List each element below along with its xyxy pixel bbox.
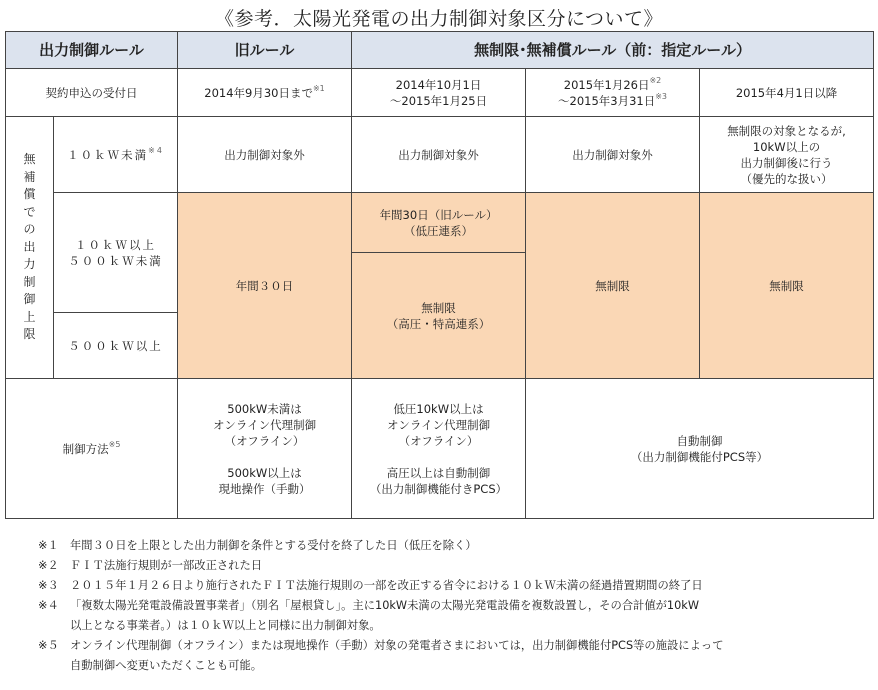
dates-col2: 2014年10月1日 ～2015年1月25日 bbox=[352, 69, 526, 117]
header-old-rule: 旧ルール bbox=[178, 32, 352, 69]
upper-limit-vertical-label: 無 補 償 で の 出 力 制 御 上 限 bbox=[6, 117, 54, 379]
row-label-500kw-over: ５００ｋＷ以上 bbox=[54, 313, 178, 379]
footnotes bbox=[38, 536, 724, 676]
control-auto: 自動制御 （出力制御機能付PCS等） bbox=[526, 379, 874, 519]
control-method-label: 制御方法$^{※5}$ bbox=[6, 379, 178, 519]
col4-unlimited: 無制限 bbox=[700, 193, 874, 379]
dates-col3: 2015年1月26日$^{※2}$ ～2015年3月31日$^{※3}$ bbox=[526, 69, 700, 117]
row-label-under-10kw: １０ｋＷ未満$^{※4}$ bbox=[54, 117, 178, 193]
header-new-rule: 無制限･無補償ルール（前：指定ルール） bbox=[352, 32, 874, 69]
footnote: ※５ オンライン代理制御（オフライン）または現地操作（手動）対象の発電者さまにおいては，出力制御機能付PCS等の施設によって 自動制御へ変更いただくことも可能。 bbox=[38, 639, 724, 672]
page-title: 《参考．太陽光発電の出力制御対象区分について》 bbox=[214, 8, 664, 30]
control-old-rule: 500kW未満は オンライン代理制御 （オフライン） 500kW以上は 現地操作（手動） bbox=[178, 379, 352, 519]
under-10kw-col1: 出力制御対象外 bbox=[178, 117, 352, 193]
row-label-10-to-500kw: １０ｋＷ以上 ５００ｋＷ未満 bbox=[54, 193, 178, 313]
under-10kw-col2: 出力制御対象外 bbox=[352, 117, 526, 193]
under-10kw-col3: 出力制御対象外 bbox=[526, 117, 700, 193]
col2-low-voltage-30-days: 年間30日（旧ルール） （低圧連系） bbox=[352, 193, 526, 253]
footnote: ※２ ＦＩＴ法施行規則が一部改正された日 bbox=[38, 559, 263, 572]
col3-unlimited: 無制限 bbox=[526, 193, 700, 379]
footnote: ※１ 年間３０日を上限とした出力制御を条件とする受付を終了した日（低圧を除く） bbox=[38, 539, 477, 552]
col2-high-voltage-unlimited: 無制限 （高圧・特高連系） bbox=[352, 253, 526, 379]
dates-row-label: 契約申込の受付日 bbox=[6, 69, 178, 117]
curtailment-table bbox=[5, 31, 874, 519]
footnote: ※３ ２０１５年１月２６日より施行されたＦＩＴ法施行規則の一部を改正する省令における１０ｋＷ未満の経過措置期間の終了日 bbox=[38, 579, 703, 592]
dates-col4: 2015年4月1日以降 bbox=[700, 69, 874, 117]
footnote: ※４ 「複数太陽光発電設備設置事業者」（別名「屋根貸し」。主に10kW未満の太陽光発電設備を複数設置し，その合計値が10kW 以上となる事業者。）は１０ｋＷ以上と同様に出力制御対象。 bbox=[38, 599, 700, 632]
under-10kw-col4: 無制限の対象となるが, 10kW以上の 出力制御後に行う （優先的な扱い） bbox=[700, 117, 874, 193]
old-rule-30-days: 年間３０日 bbox=[178, 193, 352, 379]
dates-col1: 2014年9月30日まで$^{※1}$ bbox=[178, 69, 352, 117]
control-col2: 低圧10kW以上は オンライン代理制御 （オフライン） 高圧以上は自動制御 （出力制御機能付きPCS） bbox=[352, 379, 526, 519]
header-rule-col: 出力制御ルール bbox=[6, 32, 178, 69]
